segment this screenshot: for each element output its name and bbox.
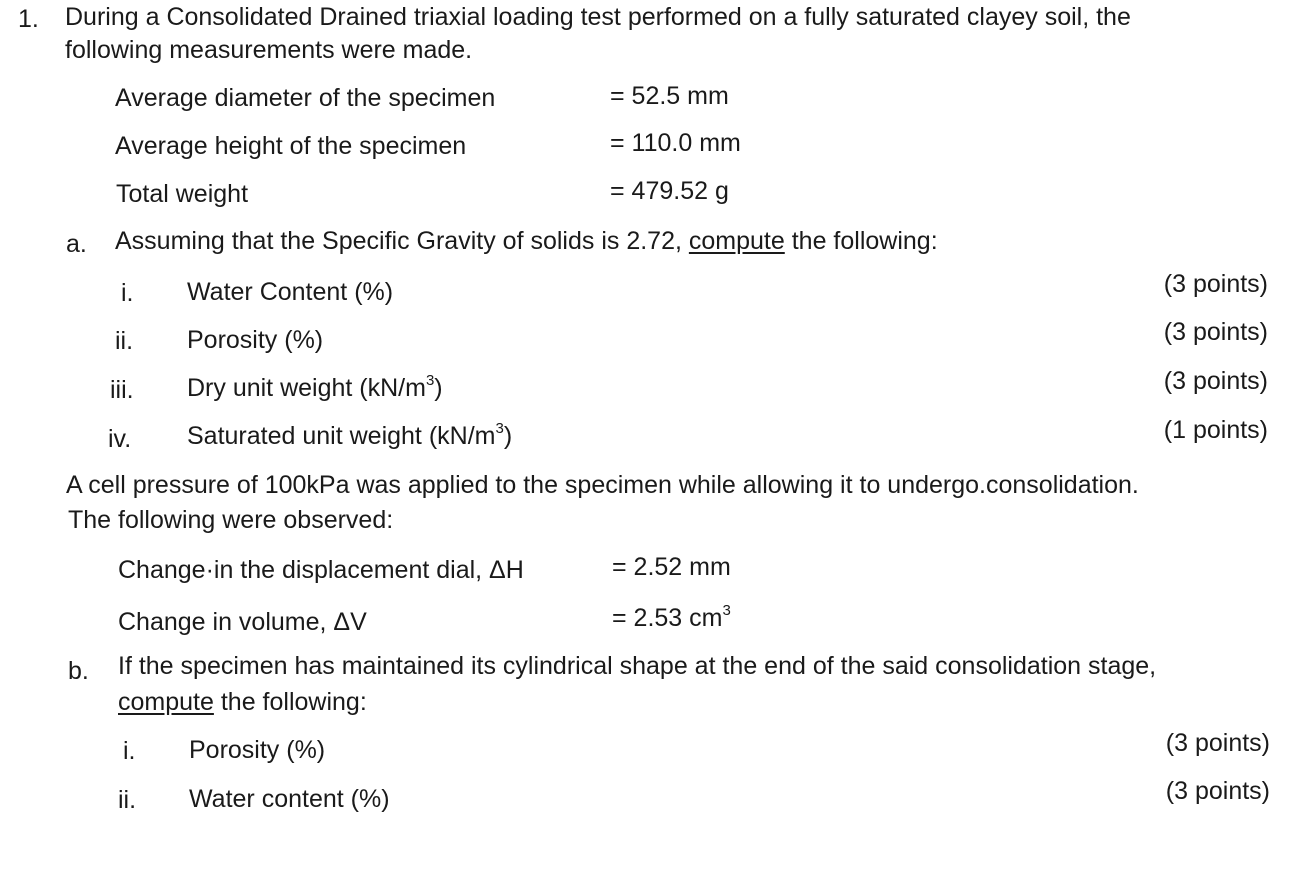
part-b-item-numeral: ii.: [118, 786, 137, 814]
observation-value-volume-text: = 2.53 cm: [612, 604, 723, 632]
part-a-text: [115, 226, 938, 256]
part-a-item-points: (3 points): [1163, 318, 1268, 346]
part-a-item-label-text: Saturated unit weight (kN/m: [187, 422, 496, 450]
measurement-label-height: Average height of the specimen: [115, 132, 467, 160]
closing-paren: ): [434, 374, 443, 402]
part-a-item-points: (3 points): [1163, 270, 1268, 298]
part-a-item-label: Porosity (%): [187, 326, 324, 354]
part-a-item-label-text: Dry unit weight (kN/m: [187, 374, 426, 402]
part-b-line-2: [118, 687, 367, 717]
closing-paren: ): [503, 422, 513, 450]
superscript: 3: [495, 419, 504, 437]
observation-label-volume: Change in volume, ΔV: [118, 608, 367, 636]
observation-label-displacement: Change·in the displacement dial, ΔH: [118, 556, 524, 584]
part-a-item-points: (1 points): [1163, 416, 1268, 444]
part-a-item-numeral: iv.: [108, 425, 132, 453]
part-b-letter: b.: [68, 657, 89, 685]
part-b-item-numeral: i.: [123, 737, 136, 765]
measurement-value-diameter: = 52.5 mm: [610, 82, 729, 110]
intro-line-2: following measurements were made.: [65, 36, 473, 64]
part-a-text-post: the following:: [791, 227, 938, 255]
measurement-label-weight: Total weight: [116, 180, 249, 208]
part-a-letter: a.: [66, 230, 87, 258]
part-b-item-points: (3 points): [1165, 729, 1270, 757]
measurement-value-weight: = 479.52 g: [610, 177, 729, 205]
part-a-item-numeral: iii.: [110, 376, 134, 404]
part-b-item-label: Porosity (%): [189, 736, 326, 764]
part-b-line-1: If the specimen has maintained its cylindrical shape at the end of the said consolidation stage,: [118, 652, 1157, 680]
part-a-item-numeral: i.: [121, 279, 134, 307]
observation-value-displacement: = 2.52 mm: [612, 553, 731, 581]
superscript: 3: [722, 601, 731, 619]
consolidation-line-1: A cell pressure of 100kPa was applied to the specimen while allowing it to undergo.consolidation.: [66, 471, 1139, 499]
part-a-item-label: Water Content (%): [187, 278, 394, 306]
part-a-item-label: [187, 373, 443, 403]
superscript: 3: [425, 371, 435, 389]
measurement-value-height: = 110.0 mm: [610, 129, 741, 157]
observation-value-volume: [612, 603, 731, 633]
part-a-text-pre: Assuming that the Specific Gravity of solids is 2.72,: [115, 227, 682, 255]
measurement-label-diameter: Average diameter of the specimen: [115, 84, 496, 112]
intro-line-1: During a Consolidated Drained triaxial loading test performed on a fully saturated clayey soil, the: [65, 3, 1131, 31]
part-a-item-label: [187, 421, 512, 451]
consolidation-line-2: The following were observed:: [68, 506, 394, 534]
part-a-item-points: (3 points): [1163, 367, 1268, 395]
question-number: 1.: [18, 5, 39, 33]
part-b-compute-underlined: compute: [118, 688, 214, 716]
part-a-item-numeral: ii.: [115, 327, 134, 355]
part-b-line-2-post: the following:: [220, 688, 367, 716]
part-a-compute-underlined: compute: [688, 227, 785, 255]
part-b-item-label: Water content (%): [189, 785, 390, 813]
part-b-item-points: (3 points): [1165, 777, 1270, 805]
